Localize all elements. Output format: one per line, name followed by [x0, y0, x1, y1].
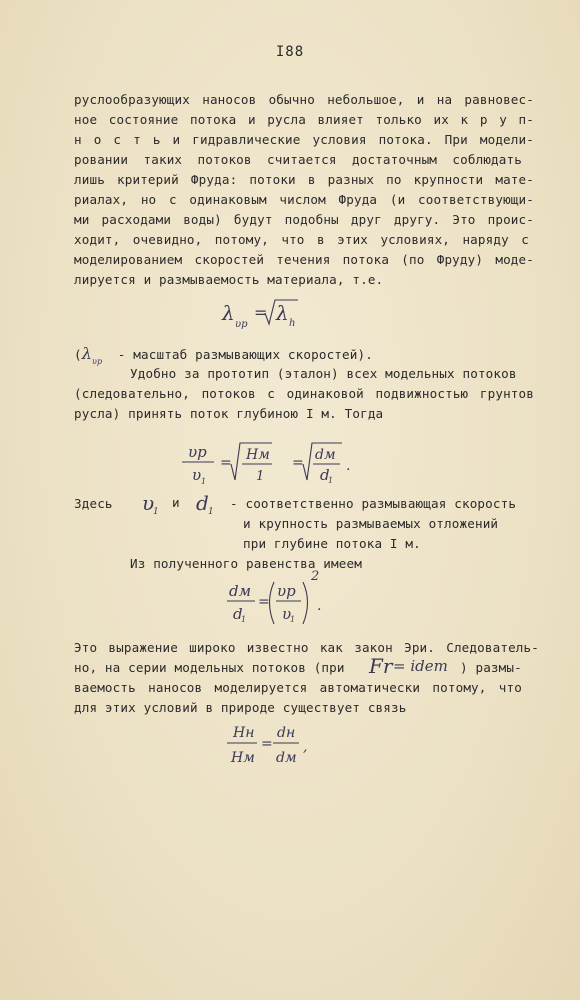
formula-numerator: dм: [229, 582, 252, 600]
formula-subscript: 1: [153, 507, 159, 517]
zdes-word: Здесь: [74, 496, 113, 511]
text-line: риалах, но с одинаковым числом Фруда (и соответствующи-: [74, 192, 534, 207]
formula-denominator: 1: [256, 469, 265, 484]
formula-denominator: Hм: [231, 750, 255, 766]
text-line: для этих условий в природе существует связь: [74, 700, 407, 715]
formula-denominator: υ: [192, 466, 202, 484]
formula-equals: =: [292, 455, 304, 471]
formula-subscript: 1: [328, 476, 334, 485]
formula-equals: =: [261, 736, 273, 752]
paren-left: [270, 582, 275, 624]
formula-equals: =: [258, 594, 270, 610]
formula-subscript: h: [289, 318, 296, 329]
formula-subscript: 1: [208, 507, 214, 517]
formula-froude-idem: [367, 652, 467, 680]
scale-note: ($\lambda_{\upsilon р}$ - масштаб размывающих скоростей).: [74, 344, 373, 366]
formula-numerator: υр: [277, 582, 296, 600]
formula-subscript: υр: [92, 357, 103, 366]
text-line: Удобно за прототип (эталон) всех модельных потоков: [130, 366, 517, 381]
formula-numerator: υр: [188, 443, 207, 461]
text-line: лируется и размываемость материала, т.е.: [74, 272, 384, 287]
text-line: ) размы-: [460, 660, 522, 675]
text-line: и крупность размываемых отложений: [243, 516, 499, 531]
formula-period: .: [317, 598, 322, 614]
text-line: н о с т ь и гидравлические условия потока. При модели-: [74, 132, 534, 147]
text-line: ровании таких потоков считается достаточным соблюдать: [74, 152, 522, 167]
formula-denominator: d: [320, 466, 330, 484]
page-number: I88: [275, 44, 305, 60]
formula-symbol: λ: [276, 301, 289, 325]
froude-idem: = idem: [393, 657, 448, 675]
formula-denominator: υ: [282, 605, 292, 623]
text-line: лишь критерий Фруда: потоки в разных по крупности мате-: [74, 172, 534, 187]
paren-right: [303, 582, 308, 624]
text-line: русла) принять поток глубиною I м. Тогда: [74, 406, 384, 421]
and-word: и: [172, 495, 180, 510]
formula-numerator: Hм: [246, 447, 270, 463]
formula-period: .: [346, 458, 351, 474]
formula-subscript: 1: [201, 477, 207, 486]
formula-depth-size-relation: [225, 718, 325, 770]
formula-subscript: 1: [241, 615, 247, 624]
text-line: ми расходами воды) будут подобны друг другу. Это проис-: [74, 212, 534, 227]
formula-numerator: Hн: [233, 725, 255, 741]
text-line: но, на серии модельных потоков (при: [74, 660, 345, 675]
formula-symbol: υ: [142, 491, 155, 515]
formula-symbol: d: [196, 491, 209, 515]
formula-denominator: d: [233, 605, 243, 623]
formula-numerator: dм: [315, 447, 336, 463]
formula-zdes-symbols: [140, 490, 240, 520]
text-line: ходит, очевидно, потому, что в этих условиях, наряду с: [74, 232, 529, 247]
formula-symbol: λ: [222, 301, 235, 325]
formula-equals: =: [220, 455, 232, 471]
formula-subscript: 1: [290, 615, 296, 624]
formula-symbol: λ: [81, 344, 93, 363]
text-line: Это выражение широко известно как закон Эри. Следователь-: [74, 640, 539, 655]
formula-numerator: dн: [277, 725, 296, 741]
text-line: моделированием скоростей течения потока (по Фруду) моде-: [74, 252, 534, 267]
formula-denominator: dм: [276, 750, 297, 766]
text-line: ное состояние потока и русла влияет только их к р у п-: [74, 112, 534, 127]
formula-equals: =: [254, 303, 268, 322]
text-line: - соответственно размывающая скорость: [230, 496, 517, 511]
formula-velocity-ratio: [180, 440, 380, 490]
formula-eri-law: [225, 566, 335, 632]
text-line: Из полученного равенства имеем: [130, 556, 362, 571]
formula-subscript: υр: [235, 319, 248, 330]
formula-velocity-scale: [220, 296, 310, 336]
froude-symbol: Fr: [369, 654, 393, 678]
formula-comma: ,: [303, 739, 308, 755]
text-line: (следовательно, потоков с одинаковой подвижностью грунтов: [74, 386, 534, 401]
text-line: при глубине потока I м.: [243, 536, 421, 551]
text-line: руслообразующих наносов обычно небольшое, и на равновес-: [74, 92, 534, 107]
text-line: ваемость наносов моделируется автоматически потому, что: [74, 680, 522, 695]
formula-exponent: 2: [311, 569, 320, 584]
